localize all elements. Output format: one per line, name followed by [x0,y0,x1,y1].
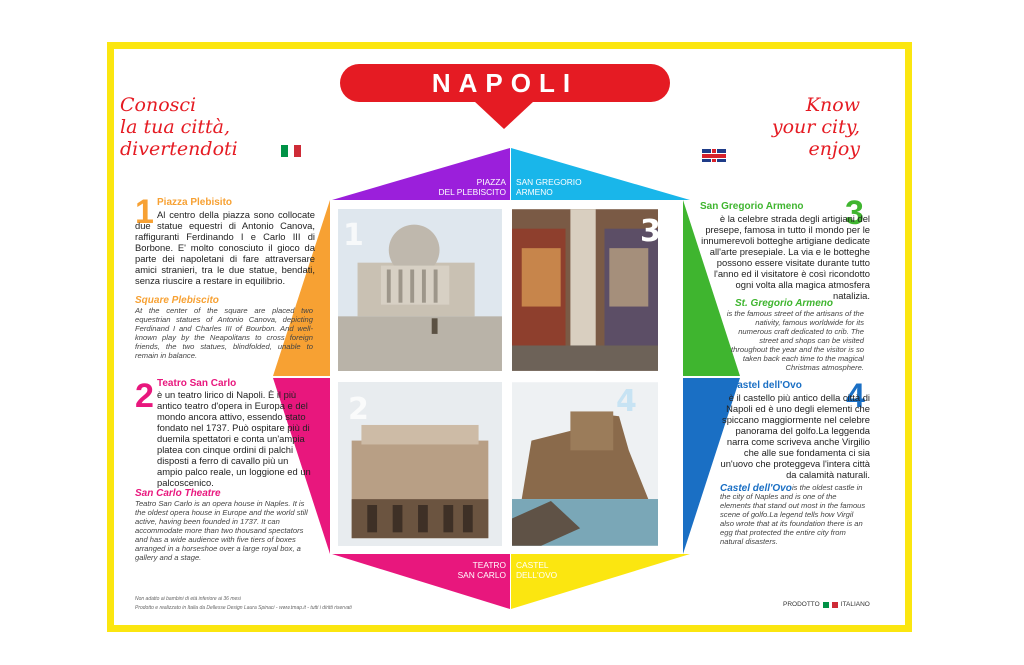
section-3-text-it: è la celebre strada degli artigiani del presepe, famosa in tutto il mondo per le innumerevoli botteghe artigiane dedicate all'arte presepiale. La via e le botteghe possono essere visitate durante tutto l'anno ed il visitatore è così ricondotto ogni volta alla magica atmosfera natalizia. [701,213,870,301]
section-4-title-en: Castel dell'Ovo [720,483,792,494]
section-1-text-en: At the center of the square are placed two equestrian statues of Antonio Canova, depicting Ferdinand I and Charles III of Bourbon. And well-known play by the Neapolitans to cross foreign friends, the two statues, blindfolded, unable to remain in balance. [135,306,313,360]
section-2-title: Teatro San Carlo [157,378,237,389]
label-san-gregorio: SAN GREGORIO ARMENO [516,177,582,197]
label-teatro-san-carlo: TEATRO SAN CARLO [457,560,506,580]
footer-italiano: ITALIANO [840,601,870,608]
section-3-number: 3 [845,194,864,232]
photo-number-2: 2 [348,392,369,427]
section-4-title: Castel dell'Ovo [730,380,802,391]
section-2-number: 2 [135,377,154,415]
section-2-title-en: San Carlo Theatre [135,488,221,499]
section-4-number: 4 [846,377,865,415]
footer-credits: Prodotto e realizzato in Italia da Dellesse Design Laura Spinaci - www.tmap.it - tutti i diritti riservati [135,605,352,611]
slogan-italian: Conosci la tua città, divertendoti [120,94,238,160]
footer-made-in-italy [783,601,870,608]
page-title: NAPOLI [340,64,670,102]
section-1-title: Piazza Plebisito [157,197,233,208]
section-2-text-en: Teatro San Carlo is an opera house in Naples. It is the oldest opera house in Europe and the world still active, having been founded in 1737. It can accommodate more than two thousand spectators and has a wide audience with five tiers of boxes arranged in a horseshoe over a large royal box, a gallery and a stage. [135,499,308,562]
footer-flag-red [832,602,838,608]
section-2-text-it: è un teatro lirico di Napoli. È il più antico teatro d'opera in Europa e del mondo ancora attivo, essendo stato fondato nel 1737. Può ospitare più di duemila spettatori e conta un'ampia platea con cinque ordini di palchi disposti a ferro di cavallo più un ampio palco reale, un loggione ed un palcoscenico. [157,389,311,488]
footer-age-warning: Non adatto ai bambini di età inferiore ai 36 mesi [135,596,241,602]
slogan-english: Know your city, enjoy [771,94,860,160]
photo-san-gregorio-armeno [510,207,660,373]
footer-prodotto: PRODOTTO [783,601,820,608]
section-1-text-it: Al centro della piazza sono collocate due statue equestri di Antonio Canova, raffiguranti Ferdinando I e Carlo III di Borbone. E' molto conosciuto il gioco da parte dei napoletani di fare attraversare amici stranieri, tra le due statue, bendati, senza riuscire a restare in equilibrio. [135,209,315,286]
section-1-title-en: Square Plebiscito [135,295,219,306]
section-3-title-en: St. Gregorio Armeno [735,298,833,309]
section-4-text-en: is the oldest castle in the city of Naples and is one of the elements that stand out most in the famous scene of golfo.La legend tells how Virgil also wrote that at its foundation there is an egg that protected the entire city from natural disasters. [720,483,866,546]
label-piazza-plebiscito: PIAZZA DEL PLEBISCITO [438,177,506,197]
section-1-number: 1 [135,193,154,231]
section-3-title: San Gregorio Armeno [700,201,804,212]
section-4-text-it: è il castello più antico della città di Napoli ed è uno degli elementi che spiccano maggiormente nel celebre panorama del golfo.La leggenda narra come scriveva anche Virgilio che alle sue fondamenta ci sia un'uovo che proteggeva l'intera città da calamità naturali. [720,392,870,480]
photo-castel-dellovo [510,380,660,548]
photo-number-1: 1 [343,218,364,253]
section-3-text-en: is the famous street of the artisans of the nativity, famous worldwide for its numerous craft dedicated to crib. The street and shops can be visited throughout the year and the visitor is so taken back each time to the magical Christmas atmosphere. [726,309,864,372]
photo-number-3: 3 [640,214,661,249]
label-castel-dellovo: CASTEL DELL'OVO [516,560,558,580]
footer-flag-green [823,602,829,608]
photo-number-4: 4 [616,384,637,419]
